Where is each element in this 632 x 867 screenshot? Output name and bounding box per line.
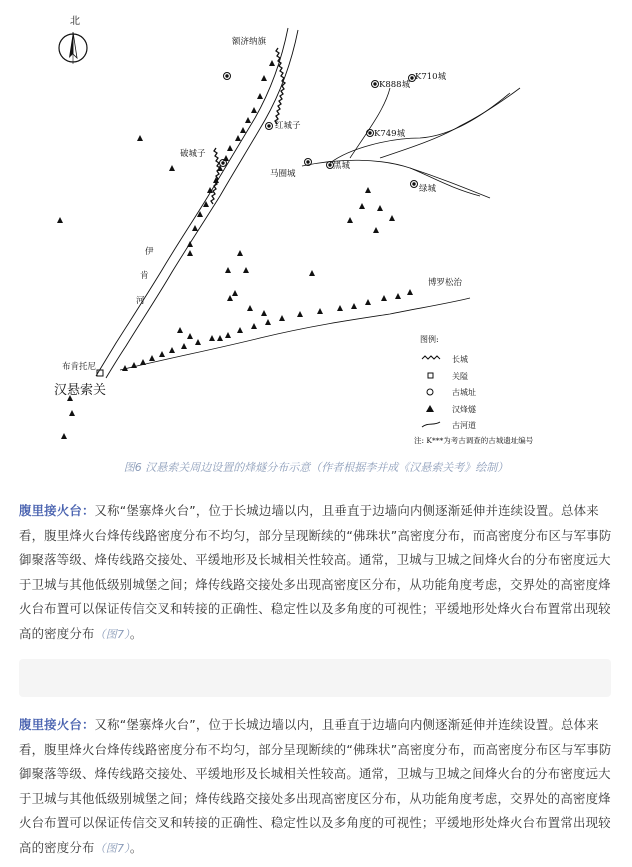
- beacon-marker: [261, 75, 267, 81]
- beacon-marker: [149, 355, 155, 361]
- beacon-marker: [217, 335, 223, 341]
- beacon-marker: [257, 93, 263, 99]
- legend-wall-icon: [422, 356, 440, 359]
- legend-pass-icon: [428, 373, 433, 378]
- beacon-marker: [223, 155, 229, 161]
- beacon-marker: [131, 362, 137, 368]
- beacon-marker: [181, 343, 187, 349]
- label-buken: 布肯托尼: [62, 362, 97, 372]
- label-he: 河: [136, 296, 145, 306]
- beacon-marker: [169, 347, 175, 353]
- beacon-marker: [187, 241, 193, 247]
- label-majuan: 马圈城: [270, 169, 296, 179]
- beacon-marker: [395, 293, 401, 299]
- legend-note: 注: K***为考古调查的古城遗址编号: [414, 436, 534, 445]
- label-k710: K710城: [415, 72, 447, 82]
- beacon-marker: [407, 289, 413, 295]
- beacon-marker: [61, 433, 67, 439]
- beacon-marker: [169, 165, 175, 171]
- beacon-marker: [195, 339, 201, 345]
- legend-item-wall: 长城: [452, 355, 468, 364]
- beacon-marker: [279, 315, 285, 321]
- beacon-marker: [347, 217, 353, 223]
- paragraph-2: [19, 713, 615, 861]
- beacon-marker: [225, 332, 231, 338]
- beacon-marker: [187, 333, 193, 339]
- paragraph-2-figure-ref[interactable]: （图7）: [94, 841, 130, 855]
- label-hongchengzi: 红城子: [275, 121, 301, 131]
- label-k888: K888城: [379, 80, 411, 90]
- paragraph-1-end: 。: [129, 625, 143, 641]
- beacon-marker: [225, 267, 231, 273]
- label-hanxuan: 汉悬索关: [54, 383, 107, 398]
- ejin-river: [96, 28, 298, 378]
- paragraph-1: [19, 499, 615, 647]
- beacon-marker: [232, 290, 238, 296]
- han-beacons: [57, 60, 413, 439]
- paragraph-1-term: 腹里接火台：: [19, 503, 95, 518]
- label-boluo: 博罗松治: [428, 278, 463, 288]
- beacon-marker: [237, 250, 243, 256]
- beacon-marker: [317, 308, 323, 314]
- beacon-marker: [337, 305, 343, 311]
- paragraph-1-text: 又称“堡寨烽火台”，位于长城边墙以内，且垂直于边墙向内侧逐渐延伸并连续设置。总体来看，腹里烽火台烽传线路密度分布不均匀，部分呈现断续的“佛珠状”高密度分布，而高密度分布区与军事防御聚落等级、烽传线路交接处、平缓地形及长城相关性较高。通常，卫城与卫城之间烽火台的分布密度远大于卫城与其他低级别城堡之间；烽传线路交接处多出现高密度区分布，从功能角度考虑，交界处的高密度烽火台布置可以保证传信交叉和转接的正确性、稳定性以及多角度的可视性；平缓地形处烽火台布置常出现较高的密度分布: [19, 503, 612, 641]
- beacon-marker: [351, 303, 357, 309]
- beacon-marker: [69, 410, 75, 416]
- beacon-marker: [243, 267, 249, 273]
- beacon-marker: [251, 323, 257, 329]
- beacon-marker: [247, 305, 253, 311]
- beacon-marker: [209, 335, 215, 341]
- paragraph-2-text: 又称“堡寨烽火台”，位于长城边墙以内，且垂直于边墙向内侧逐渐延伸并连续设置。总体来看，腹里烽火台烽传线路密度分布不均匀，部分呈现断续的“佛珠状”高密度分布，而高密度分布区与军事防御聚落等级、烽传线路交接处、平缓地形及长城相关性较高。通常，卫城与卫城之间烽火台的分布密度远大于卫城与其他低级别城堡之间；烽传线路交接处多出现高密度区分布，从功能角度考虑，交界处的高密度烽火台布置可以保证传信交叉和转接的正确性、稳定性以及多角度的可视性；平缓地形处烽火台布置常出现较高的密度分布: [19, 717, 612, 855]
- beacon-marker: [227, 145, 233, 151]
- great-wall: [211, 48, 285, 204]
- southern-wall-line: [120, 298, 470, 370]
- beacon-marker: [159, 351, 165, 357]
- label-pochengzi: 破城子: [180, 149, 206, 159]
- beacon-marker: [251, 107, 257, 113]
- label-lucheng: 绿城: [419, 184, 437, 194]
- beacon-marker: [240, 127, 246, 133]
- label-k749: K749城: [374, 129, 406, 139]
- beacon-marker: [297, 311, 303, 317]
- map-figure: [50, 8, 610, 453]
- embedded-placeholder-block: [19, 659, 611, 697]
- legend-item-river: 古河道: [452, 421, 476, 430]
- label-yi: 伊: [145, 247, 154, 257]
- label-ejina: 额济纳旗: [232, 37, 267, 47]
- beacon-marker: [137, 135, 143, 141]
- beacon-marker: [187, 250, 193, 256]
- beacon-marker: [381, 295, 387, 301]
- beacon-marker: [57, 217, 63, 223]
- legend-item-city: 古城址: [452, 388, 476, 397]
- figure-caption: 图6 汉悬索关周边设置的烽燧分布示意（作者根据李并成《汉悬索关考》绘制）: [123, 461, 509, 474]
- beacon-marker: [269, 60, 275, 66]
- legend-beacon-icon: [426, 405, 434, 412]
- beacon-marker: [359, 203, 365, 209]
- beacon-marker: [237, 327, 243, 333]
- beacon-distribution-map: [50, 8, 610, 453]
- map-legend: [414, 334, 534, 445]
- legend-item-pass: 关隘: [452, 372, 468, 381]
- label-heicheng: 黑城: [333, 161, 351, 171]
- paragraph-2-end: 。: [129, 839, 143, 855]
- beacon-marker: [245, 117, 251, 123]
- paragraph-1-figure-ref[interactable]: （图7）: [94, 627, 130, 641]
- legend-city-icon: [427, 389, 433, 395]
- north-label: 北: [70, 16, 80, 27]
- north-arrow: [59, 15, 87, 64]
- beacon-marker: [265, 319, 271, 325]
- beacon-marker: [192, 225, 198, 231]
- beacon-marker: [365, 187, 371, 193]
- beacon-marker: [309, 270, 315, 276]
- beacon-marker: [377, 205, 383, 211]
- beacon-marker: [365, 299, 371, 305]
- beacon-marker: [177, 327, 183, 333]
- beacon-marker: [261, 310, 267, 316]
- legend-item-beacon: 汉烽燧: [452, 405, 476, 414]
- legend-river-icon: [422, 422, 440, 427]
- beacon-marker: [373, 227, 379, 233]
- beacon-marker: [235, 135, 241, 141]
- beacon-marker: [389, 215, 395, 221]
- beacon-marker: [203, 201, 209, 207]
- label-ken: 肯: [140, 271, 149, 281]
- paragraph-2-term: 腹里接火台：: [19, 717, 95, 732]
- beacon-marker: [140, 359, 146, 365]
- legend-title: 图例:: [420, 335, 439, 344]
